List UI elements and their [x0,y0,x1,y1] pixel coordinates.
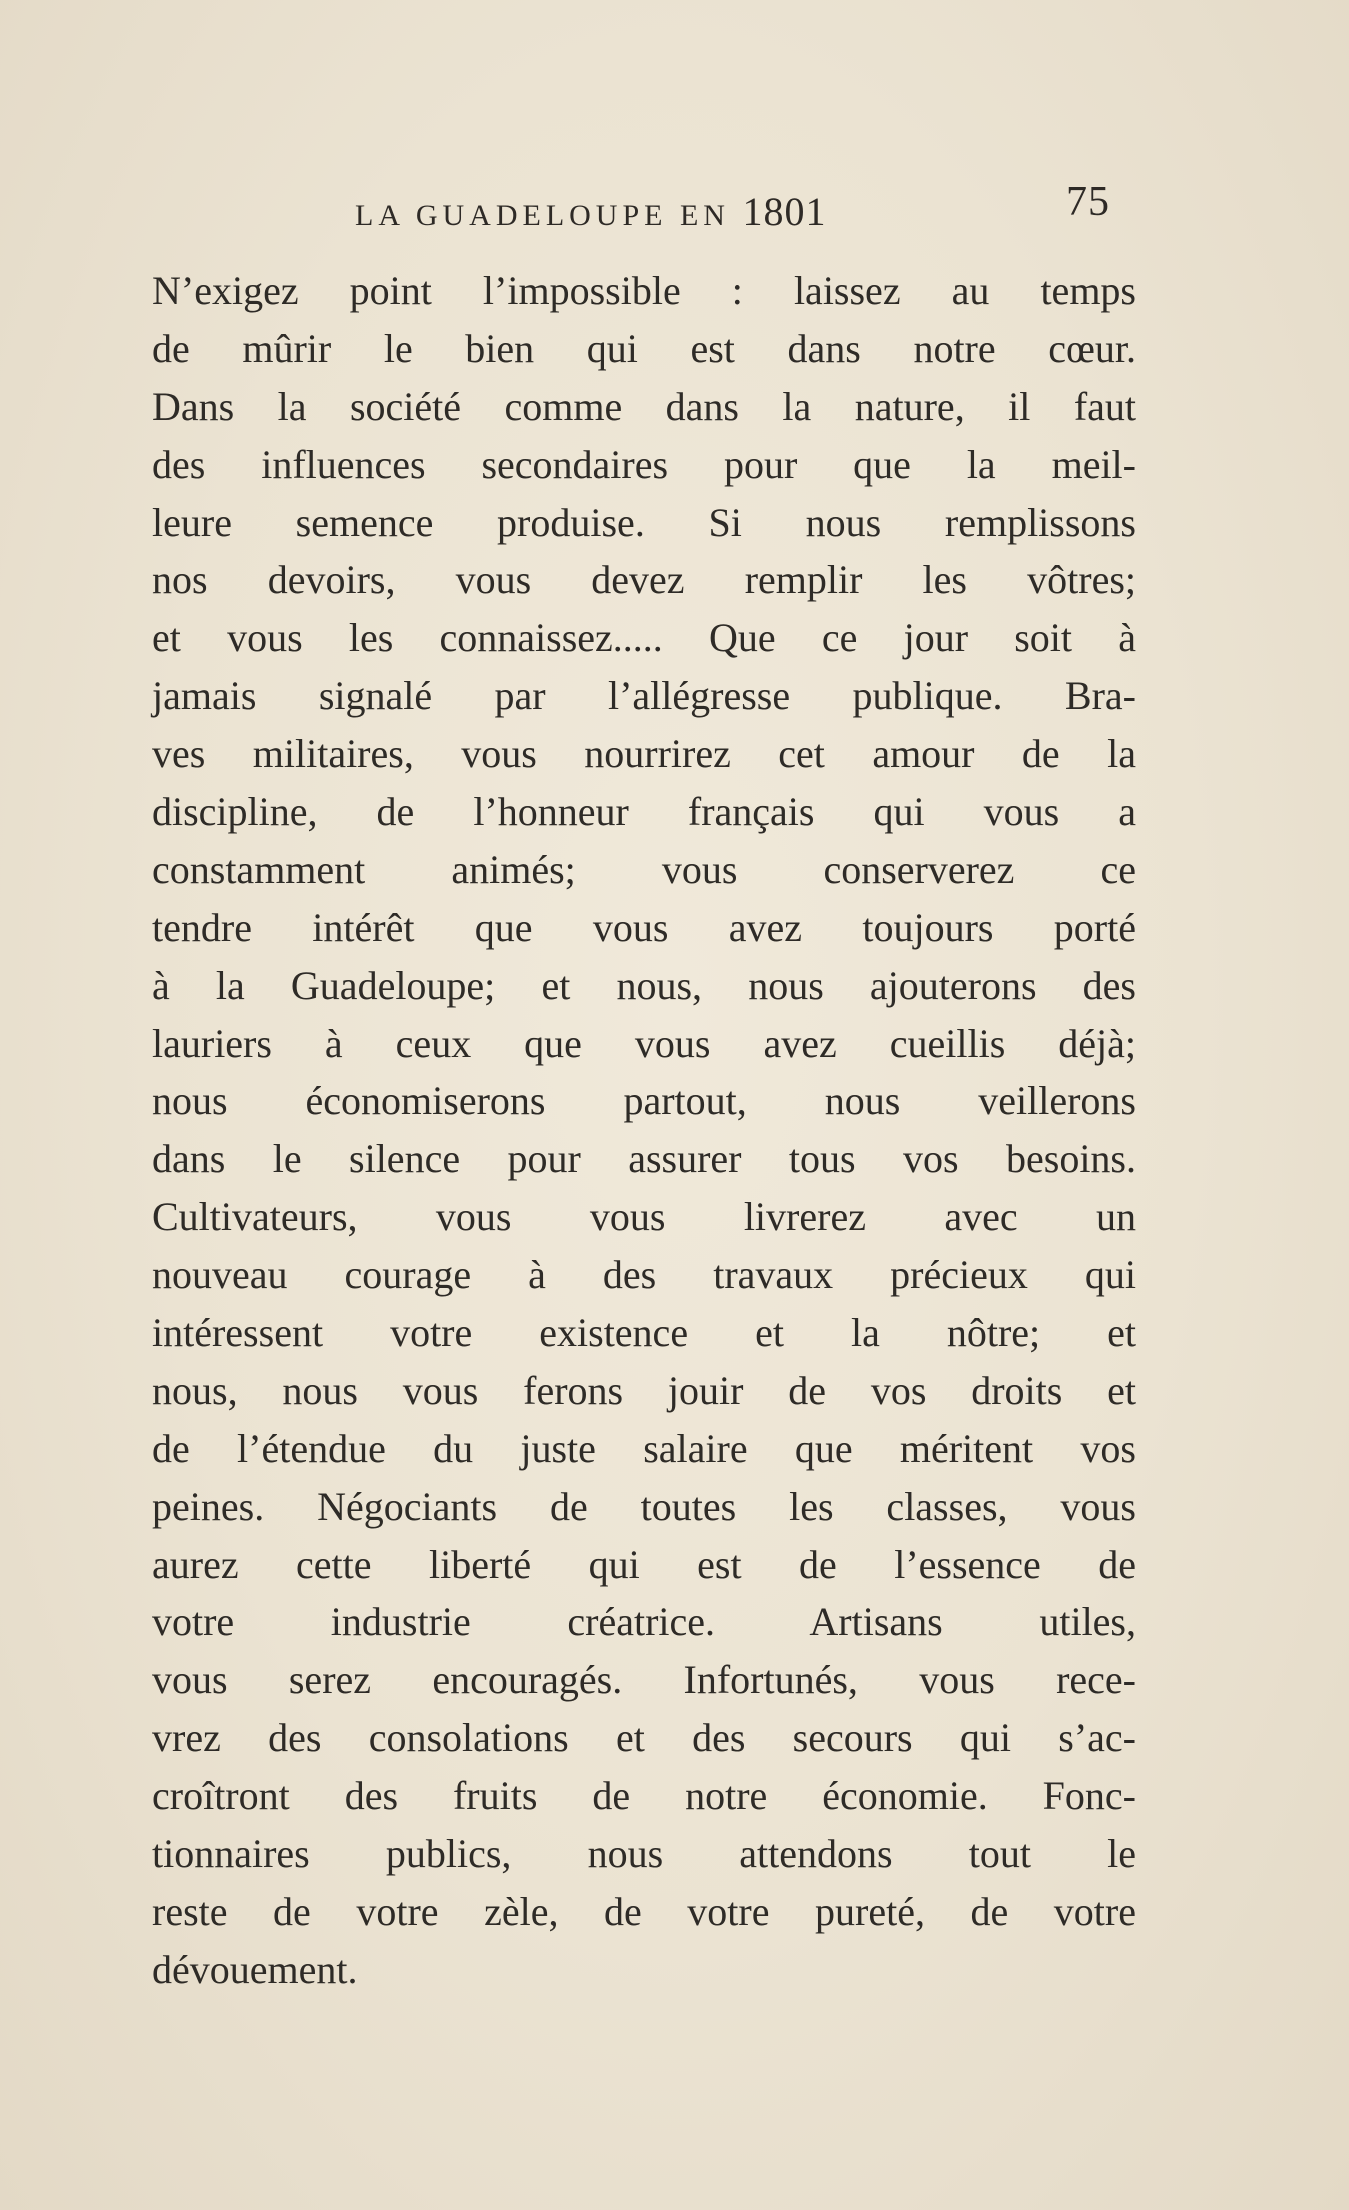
text-line: et vous les connaissez..... Que ce jour soit à [152,615,1136,661]
text-line: de mûrir le bien qui est dans notre cœur. [152,325,1136,371]
text-line: intéressent votre existence et la nôtre; et [152,1310,1136,1356]
running-title-text: LA GUADELOUPE EN [355,199,730,232]
text-line: nous économiserons partout, nous veillerons [152,1078,1136,1124]
text-line-last: dévouement. [152,1946,358,1992]
text-line: nous, nous vous ferons jouir de vos droits et [152,1367,1136,1413]
text-line: jamais signalé par l’allégresse publique. Bra- [152,673,1136,719]
text-line: vous serez encouragés. Infortunés, vous rece- [152,1657,1136,1703]
text-line: peines. Négociants de toutes les classes, vous [152,1483,1136,1529]
text-line: leure semence produise. Si nous remplissons [152,499,1136,545]
text-line: des influences secondaires pour que la meil- [152,441,1136,487]
text-line: nouveau courage à des travaux précieux qui [152,1252,1136,1298]
text-line: votre industrie créatrice. Artisans utiles, [152,1599,1136,1645]
text-line: tendre intérêt que vous avez toujours porté [152,904,1136,950]
text-line: constamment animés; vous conserverez ce [152,846,1136,892]
text-line: Cultivateurs, vous vous livrerez avec un [152,1194,1136,1240]
text-line: croîtront des fruits de notre économie. Fonc- [152,1773,1136,1819]
text-line: ves militaires, vous nourrirez cet amour de la [152,731,1136,777]
body-text [152,262,1136,1999]
text-line: dans le silence pour assurer tous vos besoins. [152,1136,1136,1182]
running-title-year: 1801 [742,189,827,234]
text-line: discipline, de l’honneur français qui vous a [152,789,1136,835]
text-line: tionnaires publics, nous attendons tout le [152,1831,1136,1877]
text-line: Dans la société comme dans la nature, il faut [152,383,1136,429]
running-title [355,188,826,235]
text-line: vrez des consolations et des secours qui s’ac- [152,1715,1136,1761]
text-line: à la Guadeloupe; et nous, nous ajouterons des [152,962,1136,1008]
text-line: reste de votre zèle, de votre pureté, de votre [152,1888,1136,1934]
text-line: lauriers à ceux que vous avez cueillis déjà; [152,1020,1136,1066]
text-line: nos devoirs, vous devez remplir les vôtres; [152,557,1136,603]
text-line: N’exigez point l’impossible : laissez au temps [152,268,1136,313]
text-line: de l’étendue du juste salaire que méritent vos [152,1425,1136,1471]
running-head [150,178,1110,238]
page-number: 75 [1066,179,1110,225]
text-line: aurez cette liberté qui est de l’essence de [152,1541,1136,1587]
